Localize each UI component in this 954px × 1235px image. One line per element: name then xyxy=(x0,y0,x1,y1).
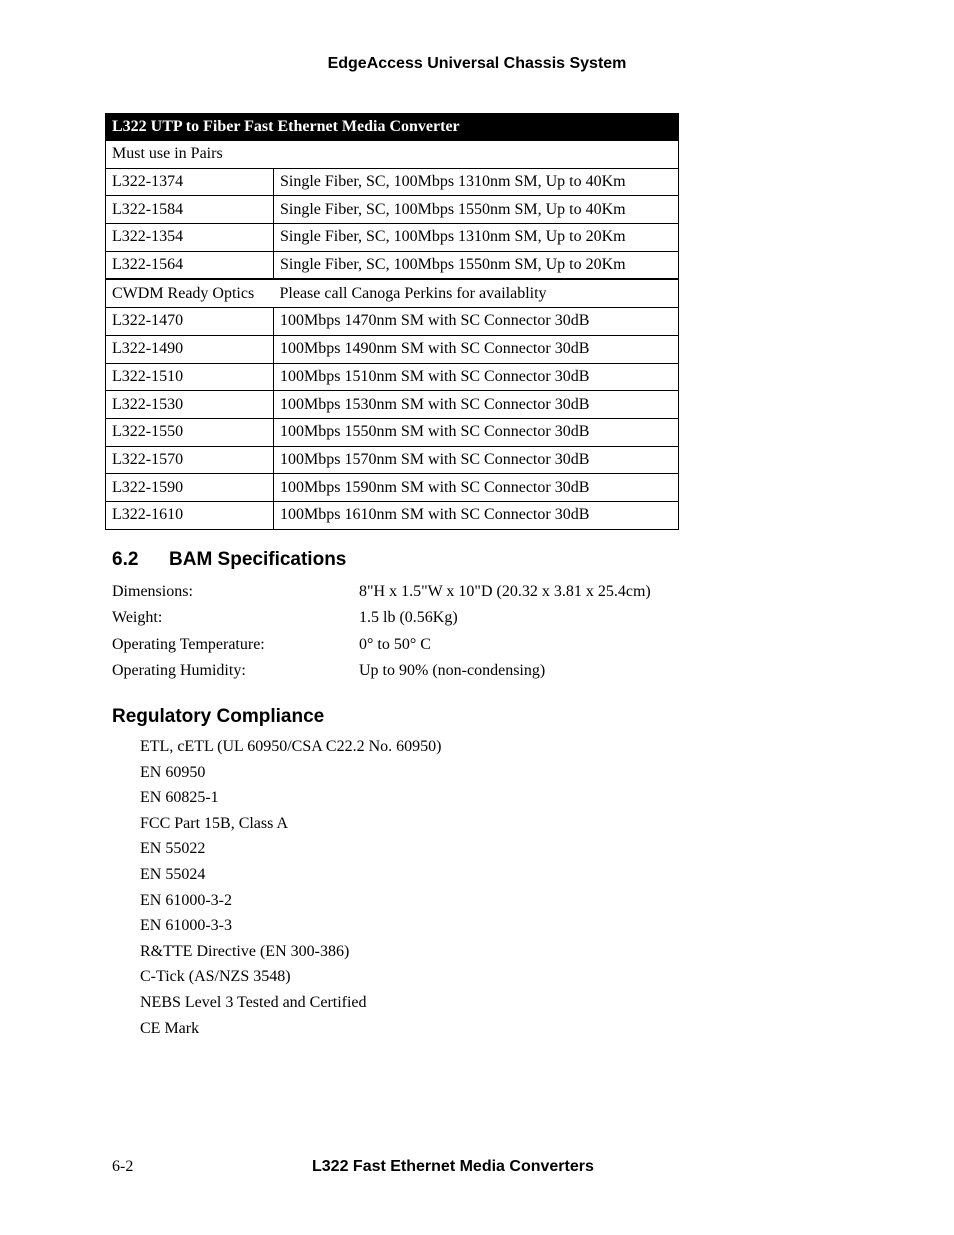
spec-value: 1.5 lb (0.56Kg) xyxy=(359,609,458,627)
table-row xyxy=(106,474,679,502)
part-description: 100Mbps 1590nm SM with SC Connector 30dB xyxy=(274,474,679,502)
part-number: L322-1564 xyxy=(106,251,274,279)
table-row xyxy=(106,224,679,252)
spec-label: Weight: xyxy=(112,609,163,627)
spec-row xyxy=(112,583,651,609)
list-item: EN 61000-3-2 xyxy=(140,891,232,909)
spec-row xyxy=(112,662,651,688)
spec-value: 8"H x 1.5"W x 10"D (20.32 x 3.81 x 25.4cm) xyxy=(359,583,651,600)
part-number: L322-1570 xyxy=(106,446,274,474)
list-item: FCC Part 15B, Class A xyxy=(140,814,289,832)
part-description: 100Mbps 1490nm SM with SC Connector 30dB xyxy=(274,335,679,363)
page-header: EdgeAccess Universal Chassis System xyxy=(327,55,627,72)
table-row xyxy=(106,196,679,224)
table-title-row xyxy=(106,114,679,141)
converter-table xyxy=(105,113,679,530)
list-item: EN 60950 xyxy=(140,763,206,781)
spec-value: 0° to 50° C xyxy=(359,635,431,653)
part-description: Single Fiber, SC, 100Mbps 1550nm SM, Up to 20Km xyxy=(274,251,679,279)
table-row xyxy=(106,446,679,474)
list-item: EN 60825-1 xyxy=(140,789,219,807)
list-item: EN 55024 xyxy=(140,865,206,883)
table-row xyxy=(106,308,679,336)
list-item: EN 55022 xyxy=(140,840,206,858)
part-number: L322-1530 xyxy=(106,391,274,419)
part-number: L322-1550 xyxy=(106,418,274,446)
regulatory-list xyxy=(140,738,441,1045)
table-row xyxy=(106,501,679,529)
cwdm-note: Please call Canoga Perkins for availablity xyxy=(274,279,679,307)
part-number: L322-1490 xyxy=(106,335,274,363)
list-item: NEBS Level 3 Tested and Certified xyxy=(140,993,367,1011)
part-number: L322-1610 xyxy=(106,501,274,529)
part-number: L322-1470 xyxy=(106,308,274,336)
spec-label: Operating Temperature: xyxy=(112,635,265,653)
part-number: L322-1510 xyxy=(106,363,274,391)
cwdm-label: CWDM Ready Optics xyxy=(106,279,274,307)
regulatory-heading: Regulatory Compliance xyxy=(112,706,325,727)
list-item: C-Tick (AS/NZS 3548) xyxy=(140,968,291,986)
spec-value: Up to 90% (non-condensing) xyxy=(359,661,546,679)
part-description: Single Fiber, SC, 100Mbps 1310nm SM, Up to 40Km xyxy=(274,168,679,196)
list-item: R&TTE Directive (EN 300-386) xyxy=(140,942,350,960)
table-row xyxy=(106,418,679,446)
table-row xyxy=(106,335,679,363)
part-number: L322-1590 xyxy=(106,474,274,502)
part-description: 100Mbps 1550nm SM with SC Connector 30dB xyxy=(274,418,679,446)
bam-spec-list xyxy=(112,583,651,688)
part-number: L322-1374 xyxy=(106,168,274,196)
cwdm-header-row xyxy=(106,279,679,307)
spec-label: Operating Humidity: xyxy=(112,661,246,679)
table-row xyxy=(106,363,679,391)
part-description: 100Mbps 1470nm SM with SC Connector 30dB xyxy=(274,308,679,336)
table-title: L322 UTP to Fiber Fast Ethernet Media Converter xyxy=(106,114,679,141)
spec-row xyxy=(112,636,651,662)
part-description: Single Fiber, SC, 100Mbps 1310nm SM, Up to 20Km xyxy=(274,224,679,252)
part-description: 100Mbps 1610nm SM with SC Connector 30dB xyxy=(274,501,679,529)
part-description: 100Mbps 1530nm SM with SC Connector 30dB xyxy=(274,391,679,419)
section-number: 6.2 xyxy=(112,549,139,570)
spec-label: Dimensions: xyxy=(112,583,193,600)
list-item: CE Mark xyxy=(140,1019,200,1037)
bam-section-heading xyxy=(112,549,346,571)
table-note-row xyxy=(106,141,679,169)
part-description: Single Fiber, SC, 100Mbps 1550nm SM, Up to 40Km xyxy=(274,196,679,224)
footer-title: L322 Fast Ethernet Media Converters xyxy=(312,1158,594,1175)
page-number: 6-2 xyxy=(112,1158,134,1175)
table-row xyxy=(106,251,679,279)
table-note: Must use in Pairs xyxy=(106,141,679,169)
spec-row xyxy=(112,609,651,635)
table-row xyxy=(106,168,679,196)
part-number: L322-1584 xyxy=(106,196,274,224)
part-number: L322-1354 xyxy=(106,224,274,252)
part-description: 100Mbps 1510nm SM with SC Connector 30dB xyxy=(274,363,679,391)
list-item: ETL, cETL (UL 60950/CSA C22.2 No. 60950) xyxy=(140,738,442,755)
table-row xyxy=(106,391,679,419)
part-description: 100Mbps 1570nm SM with SC Connector 30dB xyxy=(274,446,679,474)
section-title: BAM Specifications xyxy=(169,549,347,570)
list-item: EN 61000-3-3 xyxy=(140,917,232,935)
